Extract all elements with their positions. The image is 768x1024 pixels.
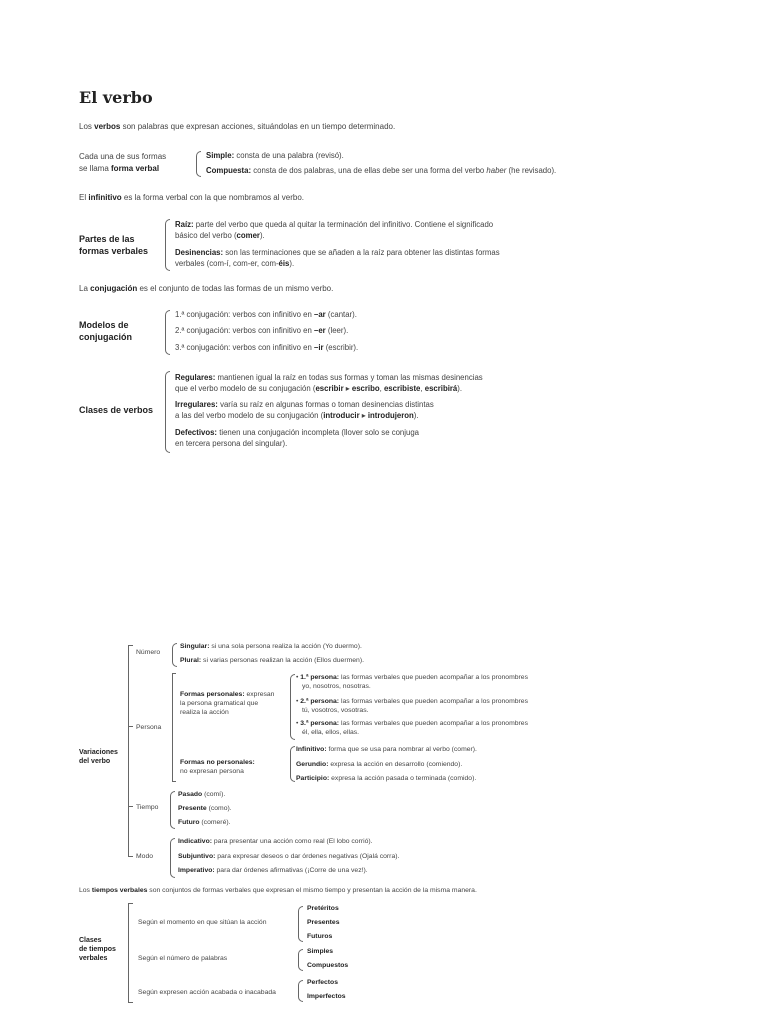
persona-1-item: • 1.ª persona: las formas verbales que pueden acompañar a los pronombres yo, nosotros, nosotras. [296,674,528,690]
grupo-acabada: Según expresen acción acabada o inacabada [138,989,276,996]
grupo-momento: Según el momento en que sitúan la acción [138,919,267,926]
modelo-item: 2.ª conjugación: verbos con infinitivo en –er (leer). [175,326,349,335]
regulares-item: Regulares: mantienen igual la raíz en todas sus formas y toman las mismas desinencias que el verbo modelo de su conjugación (escribir ▸ escribo, escribiste, escribirá). [175,373,483,393]
brace [170,791,175,829]
brace [165,310,170,355]
tree-line [172,673,173,781]
futuro-item: Futuro (comeré). [178,819,231,826]
tree-line [128,903,129,1002]
conjugacion-paragraph: La conjugación es el conjunto de todas las formas de un mismo verbo. [79,284,334,293]
intro-paragraph: Los verbos son palabras que expresan acciones, situándolas en un tiempo determinado. [79,122,396,131]
persona-3-item: • 3.ª persona: las formas verbales que pueden acompañar a los pronombres él, ella, ellos, ellas. [296,720,528,736]
brace [196,151,201,177]
persona-label: Persona [136,724,162,731]
infinitivo-item: Infinitivo: forma que se usa para nombrar al verbo (comer). [296,746,477,753]
tiempo-clase-item: Presentes [307,919,340,926]
tree-line [128,645,129,857]
modelos-label: Modelos de conjugación [79,320,133,342]
page-title: El verbo [79,88,153,107]
pasado-item: Pasado (comí). [178,791,226,798]
compuesta-item: Compuesta: consta de dos palabras, una de ellas debe ser una forma del verbo haber (he revisado). [206,166,557,175]
tree-line [128,726,133,727]
tree-line [172,673,176,674]
clases-label: Clases de verbos [79,405,154,415]
tree-line [128,856,133,857]
imperativo-item: Imperativo: para dar órdenes afirmativas (¡Corre de una vez!). [178,867,368,874]
gerundio-item: Gerundio: expresa la acción en desarrollo (comiendo). [296,761,463,768]
singular-item: Singular: si una sola persona realiza la acción (Yo duermo). [180,643,362,650]
participio-item: Participio: expresa la acción pasada o terminada (comido). [296,775,477,782]
brace [170,838,175,878]
desinencias-item: Desinencias: son las terminaciones que se añaden a la raíz para obtener las distintas formas verbales (com-í, com-er, com-éis). [175,248,500,268]
plural-item: Plural: si varias personas realizan la acción (Ellos duermen). [180,657,364,664]
tiempo-label: Tiempo [136,804,159,811]
simple-item: Simple: consta de una palabra (revisó). [206,151,344,160]
formas-personales: Formas personales: expresan la persona gramatical que realiza la acción [180,691,275,716]
tiempo-clase-item: Compuestos [307,962,349,969]
brace [172,643,177,667]
defectivos-item: Defectivos: tienen una conjugación incompleta (llover solo se conjuga en tercera persona del singular). [175,428,420,448]
brace [298,980,303,1002]
variaciones-label: Variaciones del verbo [79,749,118,765]
tree-line [172,781,176,782]
modelo-item: 1.ª conjugación: verbos con infinitivo en –ar (cantar). [175,310,357,319]
forma-verbal-label: Cada una de sus formas se llama forma verbal [79,152,167,173]
tree-line [128,645,133,646]
tiempo-clase-item: Pretéritos [307,905,339,912]
subjuntivo-item: Subjuntivo: para expresar deseos o dar órdenes negativas (Ojalá corra). [178,853,400,860]
clases-tiempos-label: Clases de tiempos verbales [79,937,116,962]
tiempo-clase-item: Futuros [307,933,333,940]
modo-label: Modo [136,853,154,860]
brace [165,219,170,271]
tiempo-clase-item: Imperfectos [307,993,346,1000]
presente-item: Presente (como). [178,805,232,812]
formas-no-personales: Formas no personales: no expresan persona [180,759,255,775]
tree-line [128,806,133,807]
brace [290,674,295,740]
persona-2-item: • 2.ª persona: las formas verbales que pueden acompañar a los pronombres tú, vosotros, vosotras. [296,698,528,714]
brace [298,906,303,942]
modelo-item: 3.ª conjugación: verbos con infinitivo en –ir (escribir). [175,343,359,352]
infinitivo-paragraph: El infinitivo es la forma verbal con la que nombramos al verbo. [79,193,304,202]
partes-label: Partes de las formas verbales [79,234,149,256]
raiz-item: Raíz: parte del verbo que queda al quitar la terminación del infinitivo. Contiene el significado básico del verbo (comer). [175,220,494,240]
brace [290,746,295,782]
tiempo-clase-item: Perfectos [307,979,338,986]
tiempos-paragraph: Los tiempos verbales son conjuntos de formas verbales que expresan el mismo tiempo y presentan la acción de la misma manera. [79,887,477,894]
tiempo-clase-item: Simples [307,948,334,955]
tree-line [128,1002,133,1003]
irregulares-item: Irregulares: varía su raíz en algunas formas o toman desinencias distintas a las del verbo modelo de su conjugación (introducir ▸ introdujeron). [175,400,434,420]
indicativo-item: Indicativo: para presentar una acción como real (El lobo corrió). [178,838,373,845]
numero-label: Número [136,649,161,656]
tree-line [128,903,133,904]
brace [165,371,170,453]
grupo-numero: Según el número de palabras [138,955,228,962]
brace [298,949,303,971]
